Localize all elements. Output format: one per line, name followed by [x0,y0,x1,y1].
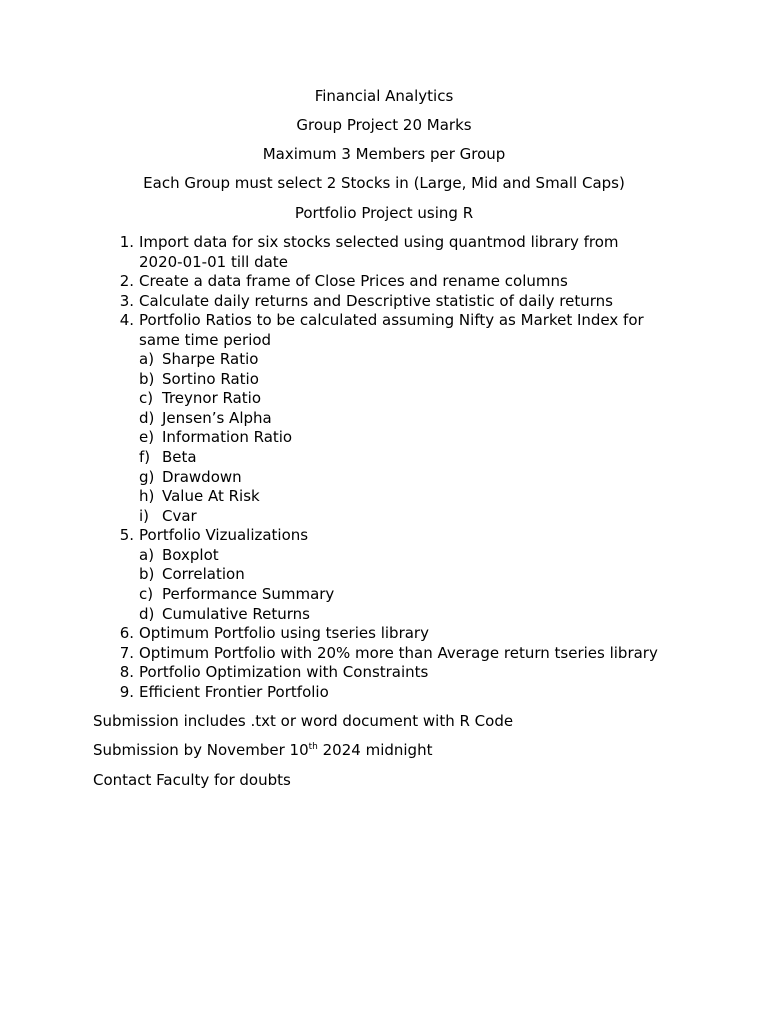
submission-deadline-line [93,740,432,760]
document-title: Financial Analytics [314,87,454,105]
sub-list-text: Sortino Ratio [162,370,259,388]
sub-list-label: h) [139,487,155,505]
sub-list-text: Boxplot [162,546,219,564]
list-item-text: Create a data frame of Close Prices and rename columns [139,272,568,290]
list-item-text: Calculate daily returns and Descriptive statistic of daily returns [139,292,613,310]
list-item-number: 8. [119,663,134,681]
sub-list-text: Beta [162,448,197,466]
list-item-number: 6. [119,624,134,642]
sub-list-text: Cumulative Returns [162,605,310,623]
sub-list-text: Cvar [162,507,197,525]
sub-list-text: Treynor Ratio [162,389,262,407]
group-size-line: Maximum 3 Members per Group [262,145,506,163]
project-subtitle: Portfolio Project using R [294,204,474,222]
sub-list-label: c) [139,585,154,603]
list-item-number: 4. [119,311,134,329]
sub-list-label: a) [139,350,155,368]
list-item-text: Portfolio Optimization with Constraints [139,663,429,681]
sub-list-text: Correlation [162,565,245,583]
ordinal-suffix: th [308,742,318,752]
sub-list-text: Sharpe Ratio [162,350,259,368]
sub-list-label: d) [139,605,155,623]
sub-list-label: g) [139,468,155,486]
sub-list-text: Information Ratio [162,428,293,446]
sub-list-text: Jensen’s Alpha [162,409,272,427]
sub-list-label: e) [139,428,155,446]
list-item-text: Portfolio Ratios to be calculated assuming Nifty as Market Index for [139,311,644,329]
list-item-text: same time period [139,331,272,349]
list-item-text: Optimum Portfolio using tseries library [139,624,429,642]
list-item-number: 3. [119,292,134,310]
sub-list-label: f) [139,448,151,466]
list-item-text: Efficient Frontier Portfolio [139,683,329,701]
deadline-text-end: 2024 midnight [317,741,433,759]
sub-list-label: b) [139,370,155,388]
sub-list-text: Value At Risk [162,487,260,505]
sub-list-label: a) [139,546,155,564]
contact-line: Contact Faculty for doubts [93,771,291,789]
sub-list-label: d) [139,409,155,427]
list-item-text: Import data for six stocks selected using quantmod library from [139,233,619,251]
list-item-text: Optimum Portfolio with 20% more than Average return tseries library [139,644,658,662]
project-marks-line: Group Project 20 Marks [296,116,472,134]
list-item-number: 2. [119,272,134,290]
deadline-text-start: Submission by November 10 [93,741,309,759]
list-item-text: 2020-01-01 till date [139,253,288,271]
sub-list-text: Drawdown [162,468,242,486]
list-item-number: 1. [119,233,134,251]
list-item-number: 9. [119,683,134,701]
sub-list-label: c) [139,389,154,407]
sub-list-label: b) [139,565,155,583]
sub-list-text: Performance Summary [162,585,335,603]
list-item-number: 7. [119,644,134,662]
submission-format-line: Submission includes .txt or word document with R Code [93,712,514,730]
list-item-text: Portfolio Vizualizations [139,526,309,544]
list-item-number: 5. [119,526,134,544]
sub-list-label: i) [139,507,150,525]
stock-selection-line: Each Group must select 2 Stocks in (Large, Mid and Small Caps) [143,174,625,192]
